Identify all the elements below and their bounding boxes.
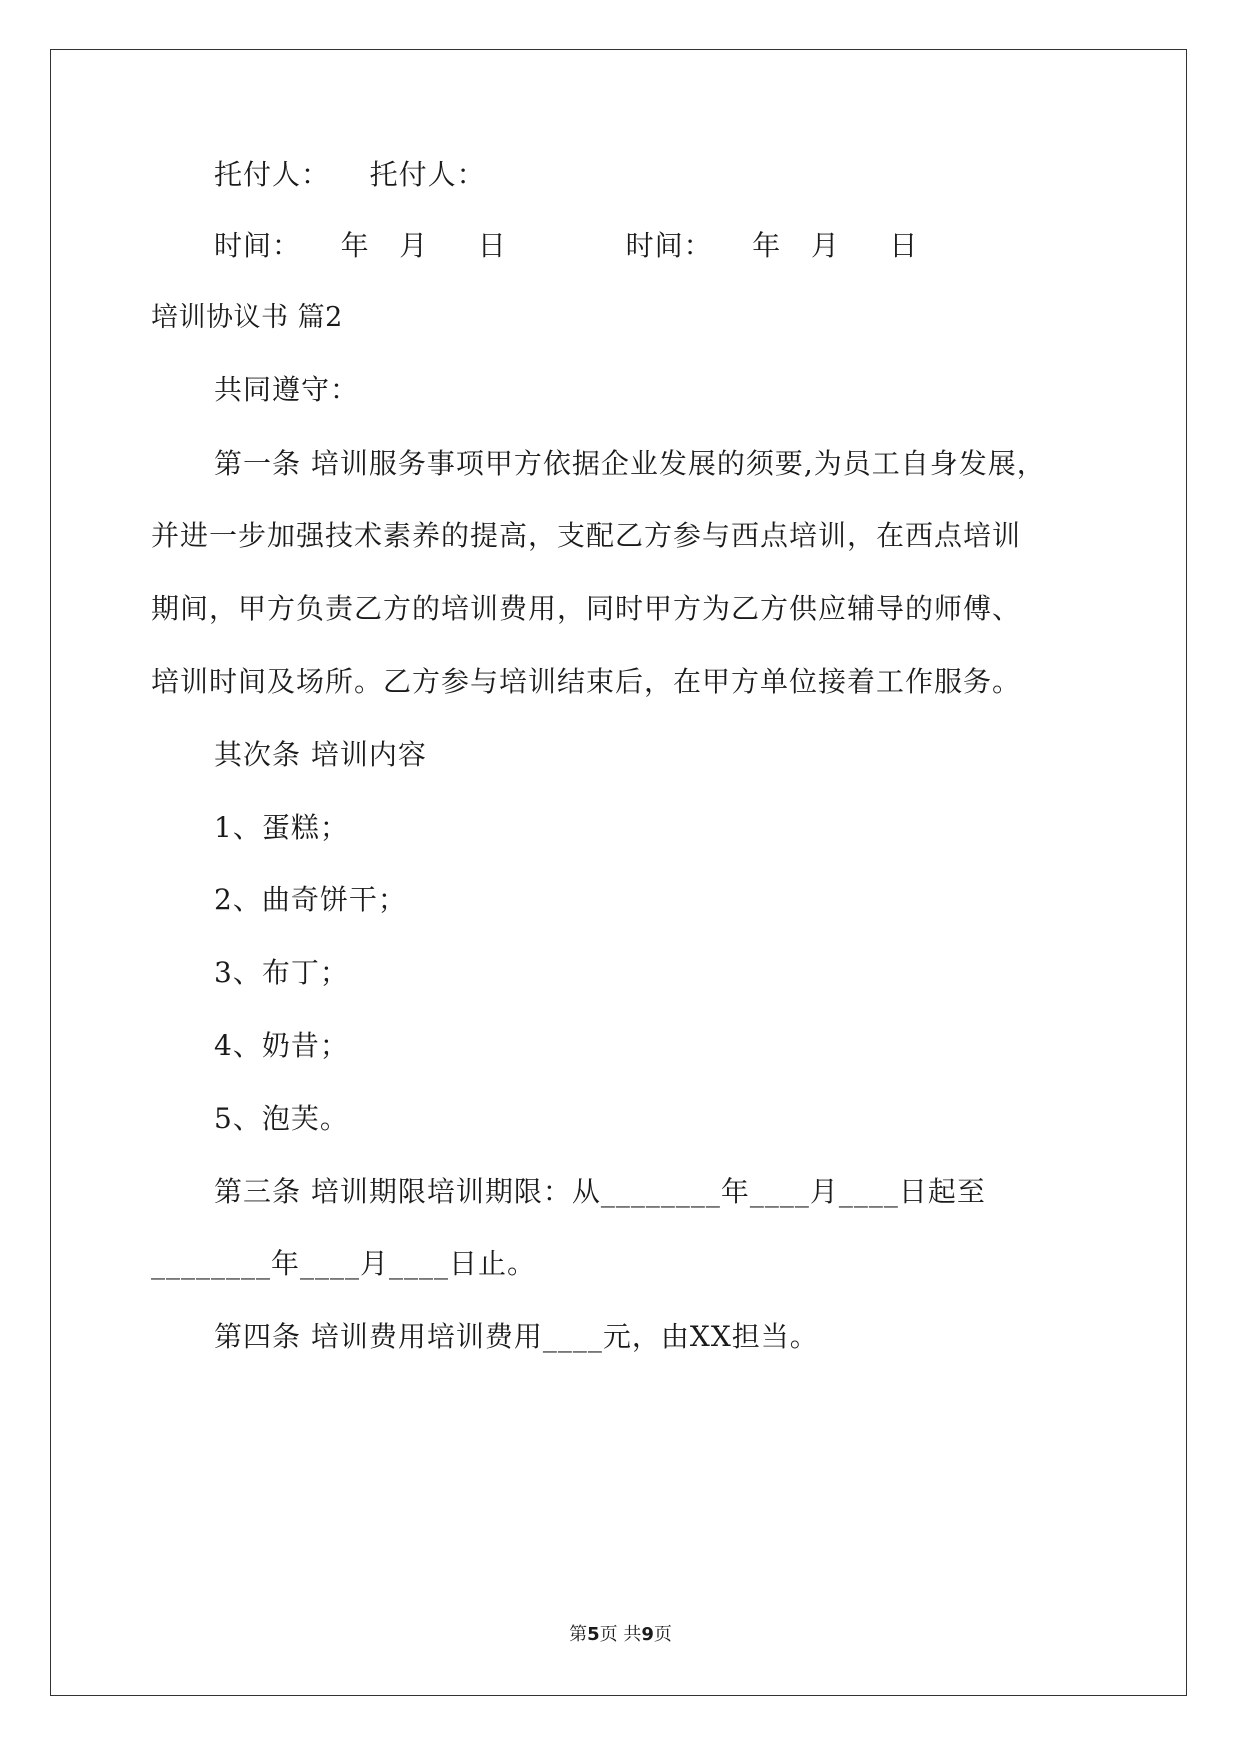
paragraph-line: 第三条 培训期限培训期限：从________年____月____日起至 bbox=[214, 1175, 986, 1208]
signature-line-2: 时间： 年 月 日 时间： 年 月 日 bbox=[214, 229, 919, 262]
paragraph-line: 共同遵守： bbox=[214, 373, 360, 406]
footer-current-page: 5 bbox=[587, 1624, 600, 1645]
list-item: 1、蛋糕； bbox=[214, 811, 349, 844]
page-border bbox=[50, 49, 1187, 1696]
section-heading: 培训协议书 篇2 bbox=[151, 302, 343, 333]
signature-line-1: 托付人： 托付人： bbox=[214, 158, 486, 191]
paragraph-line: 第一条 培训服务事项甲方依据企业发展的须要,为员工自身发展， bbox=[214, 447, 1046, 480]
footer-suffix: 页 bbox=[653, 1624, 672, 1645]
paragraph-line: 培训时间及场所。乙方参与培训结束后，在甲方单位接着工作服务。 bbox=[151, 665, 1022, 698]
paragraph-line: ________年____月____日止。 bbox=[151, 1247, 537, 1280]
list-item: 2、曲奇饼干； bbox=[214, 883, 407, 916]
list-item: 3、布丁； bbox=[214, 956, 349, 989]
list-item: 5、泡芙。 bbox=[214, 1102, 349, 1135]
footer-total-pages: 9 bbox=[641, 1624, 654, 1645]
paragraph-line: 并进一步加强技术素养的提高，支配乙方参与西点培训，在西点培训 bbox=[151, 519, 1022, 552]
paragraph-line: 其次条 培训内容 bbox=[214, 738, 427, 771]
footer-prefix: 第 bbox=[569, 1624, 588, 1645]
footer-middle: 页 共 bbox=[599, 1624, 642, 1645]
list-item: 4、奶昔； bbox=[214, 1029, 349, 1062]
page-footer bbox=[0, 1623, 1241, 1647]
paragraph-line: 期间，甲方负责乙方的培训费用，同时甲方为乙方供应辅导的师傅、 bbox=[151, 592, 1022, 625]
paragraph-line: 第四条 培训费用培训费用____元，由XX担当。 bbox=[214, 1320, 819, 1353]
